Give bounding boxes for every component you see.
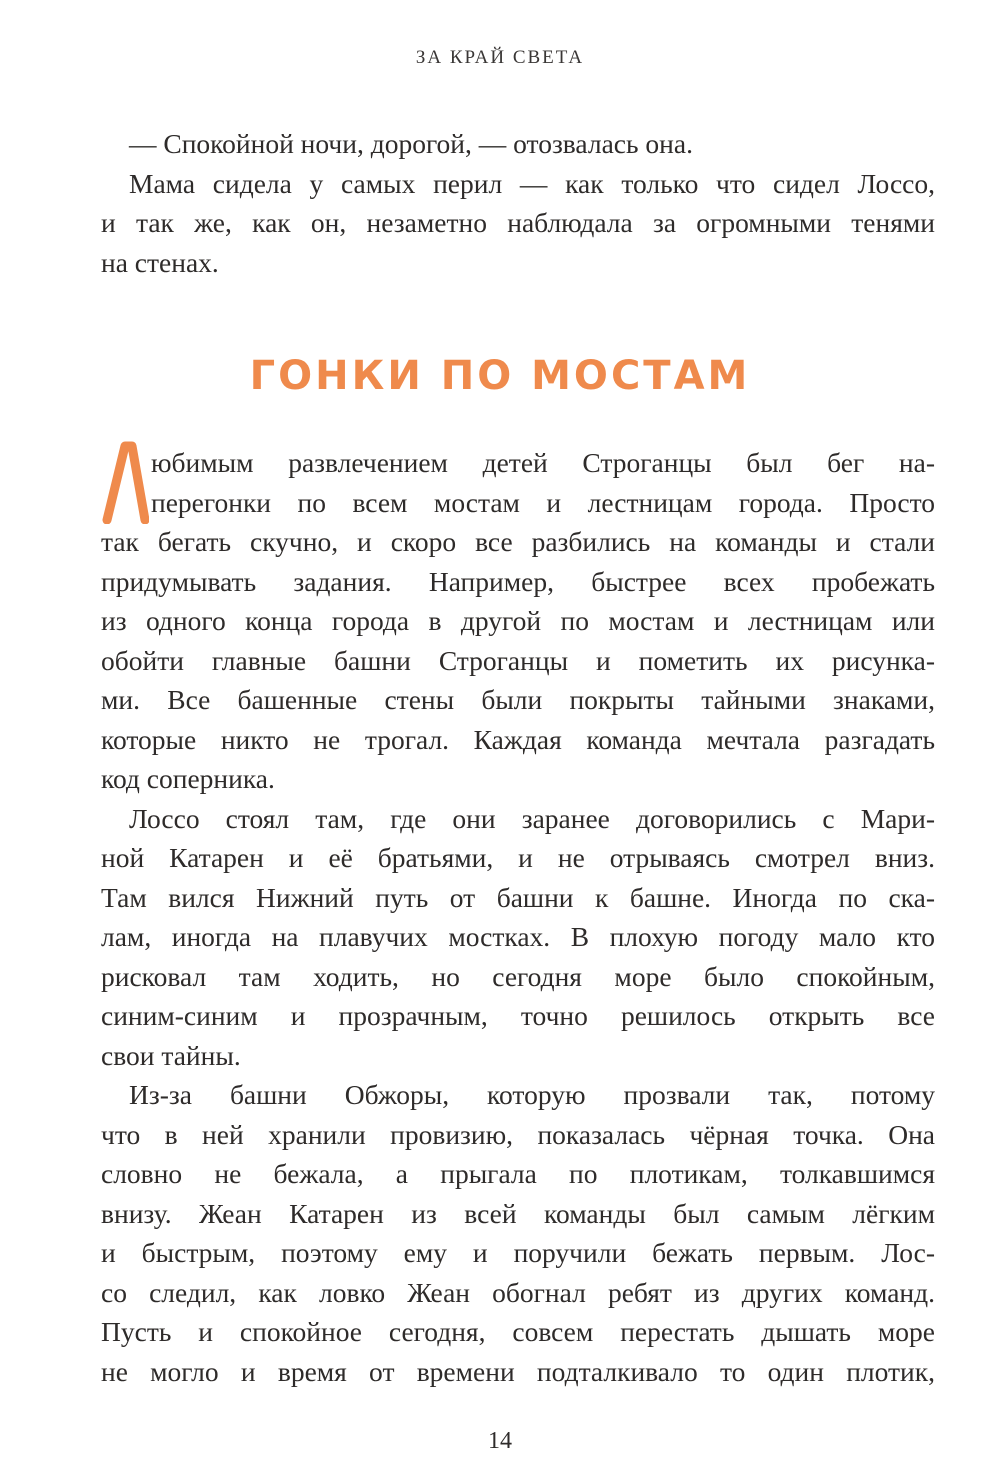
text-line: и так же, как он, незаметно наблюдала за огромными тенями — [101, 207, 935, 238]
text-line: что в ней хранили провизию, показалась чёрная точка. Она — [101, 1118, 935, 1150]
text-line: обойти главные башни Строганцы и пометить их рисунка- — [101, 644, 935, 676]
text-line: внизу. Жеан Катарен из всей команды был самым лёгким — [101, 1197, 935, 1229]
chapter-text — [101, 443, 935, 1391]
text-line: перегонки по всем мостам и лестницам города. Просто — [151, 486, 935, 518]
text-line: Лоссо стоял там, где они заранее договорились с Мари- — [129, 802, 935, 834]
text-line: Пусть и спокойное сегодня, совсем перестать дышать море — [101, 1316, 935, 1347]
text-line: которые никто не трогал. Каждая команда мечтала разгадать — [101, 723, 935, 755]
text-line: — Спокойной ночи, дорогой, — отозвалась она. — [129, 128, 693, 159]
text-line: код соперника. — [101, 763, 275, 794]
text-line: и быстрым, поэтому ему и поручили бежать первым. Лос- — [101, 1237, 935, 1268]
text-line: не могло и время от времени подталкивало то один плотик, — [101, 1355, 935, 1387]
text-line: юбимым развлечением детей Строганцы был бег на- — [151, 447, 935, 478]
text-line: рисковал там ходить, но сегодня море было спокойным, — [101, 960, 935, 992]
text-line: лам, иногда на плавучих мостках. В плохую погоду мало кто — [101, 921, 935, 952]
text-line: Из-за башни Обжоры, которую прозвали так, потому — [129, 1079, 935, 1110]
text-line: из одного конца города в другой по мостам и лестницам или — [101, 605, 935, 636]
intro-text — [101, 124, 935, 282]
running-header: ЗА КРАЙ СВЕТА — [415, 47, 585, 68]
text-line: словно не бежала, а прыгала по плотикам, толкавшимся — [101, 1158, 935, 1189]
text-line: Мама сидела у самых перил — как только что сидел Лоссо, — [129, 167, 935, 199]
text-line: свои тайны. — [101, 1039, 241, 1071]
text-line: со следил, как ловко Жеан обогнал ребят из других команд. — [101, 1276, 935, 1308]
text-line: на стенах. — [101, 246, 219, 278]
text-line: ми. Все башенные стены были покрыты тайными знаками, — [101, 684, 935, 715]
text-line: так бегать скучно, и скоро все разбились на команды и стали — [101, 526, 935, 557]
chapter-title: ГОНКИ ПО МОСТАМ — [249, 353, 751, 399]
text-line: Там вился Нижний путь от башни к башне. Иногда по ска- — [101, 881, 935, 913]
page-number: 14 — [488, 1428, 512, 1454]
text-line: ной Катарен и её братьями, и не отрываясь смотрел вниз. — [101, 842, 935, 873]
text-line: придумывать задания. Например, быстрее всех пробежать — [101, 565, 935, 597]
text-line: синим-синим и прозрачным, точно решилось открыть все — [101, 1000, 935, 1031]
